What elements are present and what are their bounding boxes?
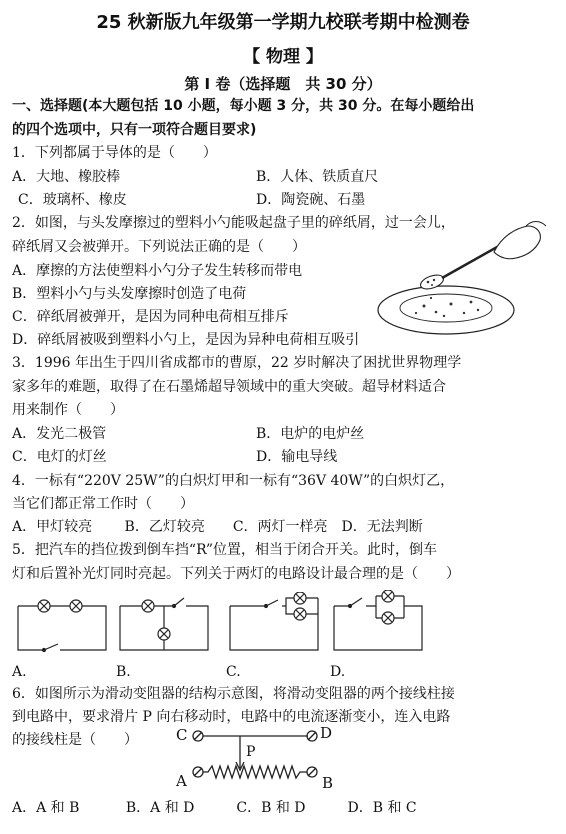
circuit-diagram-b — [116, 592, 212, 658]
q2-option-c: C．碎纸屑被弹开，是因为同种电荷相互排斥 — [12, 309, 289, 325]
q1-option-a: A．大地、橡胶棒 — [12, 169, 121, 185]
q2-option-a: A．摩擦的方法使塑料小勺分子发生转移而带电 — [12, 263, 303, 279]
subject-heading: 【 物理 】 — [243, 47, 323, 67]
q6-stem-1: 6．如图所示为滑动变阻器的结构示意图，将滑动变阻器的两个接线柱接 — [12, 686, 455, 702]
q5-stem-1: 5．把汽车的挡位拨到倒车挡“R”位置，相当于闭合开关。此时，倒车 — [12, 542, 437, 558]
q2-stem-2: 碎纸屑又会被弹开。下列说法正确的是（ ） — [12, 239, 306, 255]
q4-stem-2: 当它们都正常工作时（ ） — [12, 496, 194, 512]
q3-option-a: A．发光二极管 — [12, 426, 107, 442]
q2-option-d: D．碎纸屑被吸到塑料小勺上，是因为异种电荷相互吸引 — [12, 332, 360, 348]
spoon-plate-figure — [376, 218, 552, 344]
circuit-diagram-c — [226, 592, 322, 658]
circuit-diagram-a — [14, 592, 110, 658]
q2-stem-1: 2．如图，与头发摩擦过的塑料小勺能吸起盘子里的碎纸屑，过一会儿， — [12, 215, 455, 231]
q1-option-c: C．玻璃杯、橡皮 — [18, 192, 127, 208]
slider-p-label: P — [246, 744, 256, 760]
q1-stem: 1．下列都属于导体的是（ ） — [12, 145, 217, 161]
instructions-line-2: 的四个选项中，只有一项符合题目要求) — [12, 122, 257, 138]
terminal-d-label: D — [320, 724, 333, 742]
instructions-line-1: 一、选择题(本大题包括 10 小题，每小题 3 分，共 30 分。在每小题给出 — [12, 98, 475, 114]
q3-stem-3: 用来制作（ ） — [12, 402, 124, 418]
q6-stem-2: 到电路中，要求滑片 P 向右移动时，电路中的电流逐渐变小，连入电路 — [12, 709, 451, 725]
q3-stem-2: 家多年的难题，取得了在石墨烯超导领域中的重大突破。超导材料适合 — [12, 379, 446, 395]
terminal-a-label: A — [176, 772, 187, 790]
circuit-diagram-d — [330, 590, 426, 658]
q5-label-c: C. — [226, 664, 241, 680]
q2-option-b: B．塑料小勺与头发摩擦时创造了电荷 — [12, 286, 247, 302]
exam-title: 25 秋新版九年级第一学期九校联考期中检测卷 — [96, 12, 470, 33]
q5-label-d: D. — [330, 664, 346, 680]
q5-label-b: B. — [116, 664, 131, 680]
q1-option-d: D．陶瓷碗、石墨 — [256, 192, 366, 208]
part-heading: 第 Ⅰ 卷（选择题 共 30 分） — [184, 75, 382, 93]
terminal-b-label: B — [322, 774, 334, 792]
q3-option-c: C．电灯的灯丝 — [12, 449, 107, 465]
q3-stem-1: 3．1996 年出生于四川省成都市的曹原，22 岁时解决了困扰世界物理学 — [12, 355, 462, 371]
q5-stem-2: 灯和后置补光灯同时亮起。下列关于两灯的电路设计最合理的是（ ） — [12, 566, 460, 582]
rheostat-figure — [170, 722, 340, 794]
terminal-c-label: C — [176, 726, 188, 744]
q5-label-a: A. — [12, 664, 27, 680]
q6-options: A．A 和 B B．A 和 D C．B 和 D D．B 和 C — [12, 800, 417, 816]
q3-option-d: D．输电导线 — [256, 449, 338, 465]
q6-stem-3: 的接线柱是（ ） — [12, 732, 138, 748]
q4-stem-1: 4．一标有“220V 25W”的白炽灯甲和一标有“36V 40W”的白炽灯乙， — [12, 473, 455, 489]
q1-option-b: B．人体、铁质直尺 — [256, 169, 379, 185]
q3-option-b: B．电炉的电炉丝 — [256, 426, 365, 442]
q4-options: A．甲灯较亮 B．乙灯较亮 C．两灯一样亮 D．无法判断 — [12, 519, 423, 535]
